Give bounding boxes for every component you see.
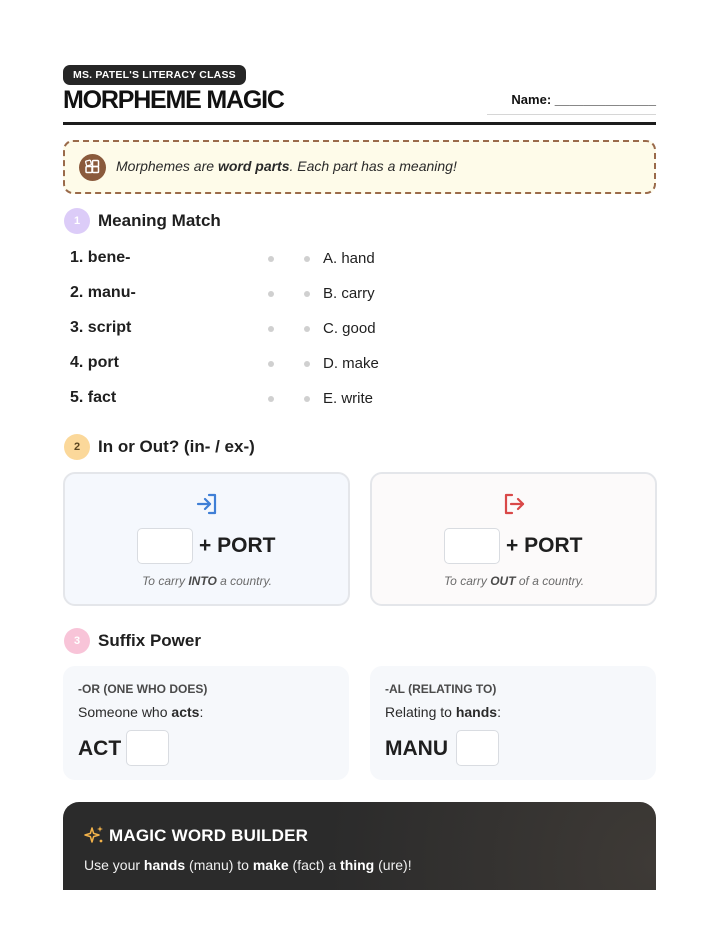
match-right-item: B. carry [323, 285, 375, 302]
match-dot-left[interactable] [268, 396, 274, 402]
root-word: + PORT [506, 534, 583, 557]
suffix-card-al [370, 666, 656, 780]
section-2-title: In or Out? (in- / ex-) [98, 437, 255, 456]
tip-bold-text: word parts [217, 158, 290, 174]
suffix-heading: -OR (ONE WHO DOES) [78, 682, 208, 696]
suffix-card-or [63, 666, 349, 780]
name-field-label: Name: ______________ [511, 92, 656, 107]
match-left-item: 3. script [70, 319, 132, 336]
match-right-item: C. good [323, 320, 376, 337]
match-right-item: D. make [323, 355, 379, 372]
match-dot-left[interactable] [268, 361, 274, 367]
tip-text: Morphemes are word parts. Each part has a meaning! [116, 158, 457, 174]
section-3-title: Suffix Power [98, 631, 201, 650]
match-dot-right[interactable] [304, 326, 310, 332]
magic-text: Use your hands (manu) to make (fact) a thing (ure)! [84, 857, 412, 873]
class-badge: MS. PATEL'S LITERACY CLASS [63, 65, 246, 85]
prefix-blank-input[interactable] [137, 528, 193, 564]
suffix-root-word: ACT [78, 737, 122, 760]
root-word: + PORT [199, 534, 276, 557]
match-dot-right[interactable] [304, 291, 310, 297]
match-dot-right[interactable] [304, 361, 310, 367]
name-underline [487, 114, 656, 115]
match-dot-right[interactable] [304, 396, 310, 402]
sign-out-icon [501, 491, 527, 517]
match-dot-left[interactable] [268, 291, 274, 297]
prefix-blank-input[interactable] [444, 528, 500, 564]
suffix-root-word: MANU [385, 737, 448, 760]
magic-title: MAGIC WORD BUILDER [109, 826, 309, 845]
section-1-number: 1 [64, 208, 90, 234]
match-dot-left[interactable] [268, 256, 274, 262]
suffix-blank-input[interactable] [126, 730, 169, 766]
match-left-item: 1. bene- [70, 249, 131, 266]
match-right-item: A. hand [323, 250, 375, 267]
match-left-item: 4. port [70, 354, 119, 371]
suffix-heading: -AL (RELATING TO) [385, 682, 497, 696]
suffix-blank-input[interactable] [456, 730, 499, 766]
blocks-icon [79, 154, 106, 181]
suffix-description: Relating to hands: [385, 704, 501, 720]
card-caption: To carry OUT of a country. [443, 574, 585, 588]
match-dot-left[interactable] [268, 326, 274, 332]
tip-box [63, 140, 656, 194]
match-left-item: 5. fact [70, 389, 117, 406]
magic-word-builder [63, 802, 656, 890]
match-right-item: E. write [323, 390, 374, 407]
header-rule [63, 122, 656, 125]
card-caption: To carry INTO a country. [142, 574, 272, 588]
section-2-number: 2 [64, 434, 90, 460]
match-left-item: 2. manu- [70, 284, 136, 301]
sparkles-icon [83, 824, 105, 846]
suffix-description: Someone who acts: [78, 704, 204, 720]
ex-port-card [370, 472, 657, 606]
section-1-title: Meaning Match [98, 211, 221, 230]
match-dot-right[interactable] [304, 256, 310, 262]
sign-in-icon [194, 491, 220, 517]
section-3-number: 3 [64, 628, 90, 654]
page-title: MORPHEME MAGIC [63, 86, 284, 114]
in-port-card [63, 472, 350, 606]
